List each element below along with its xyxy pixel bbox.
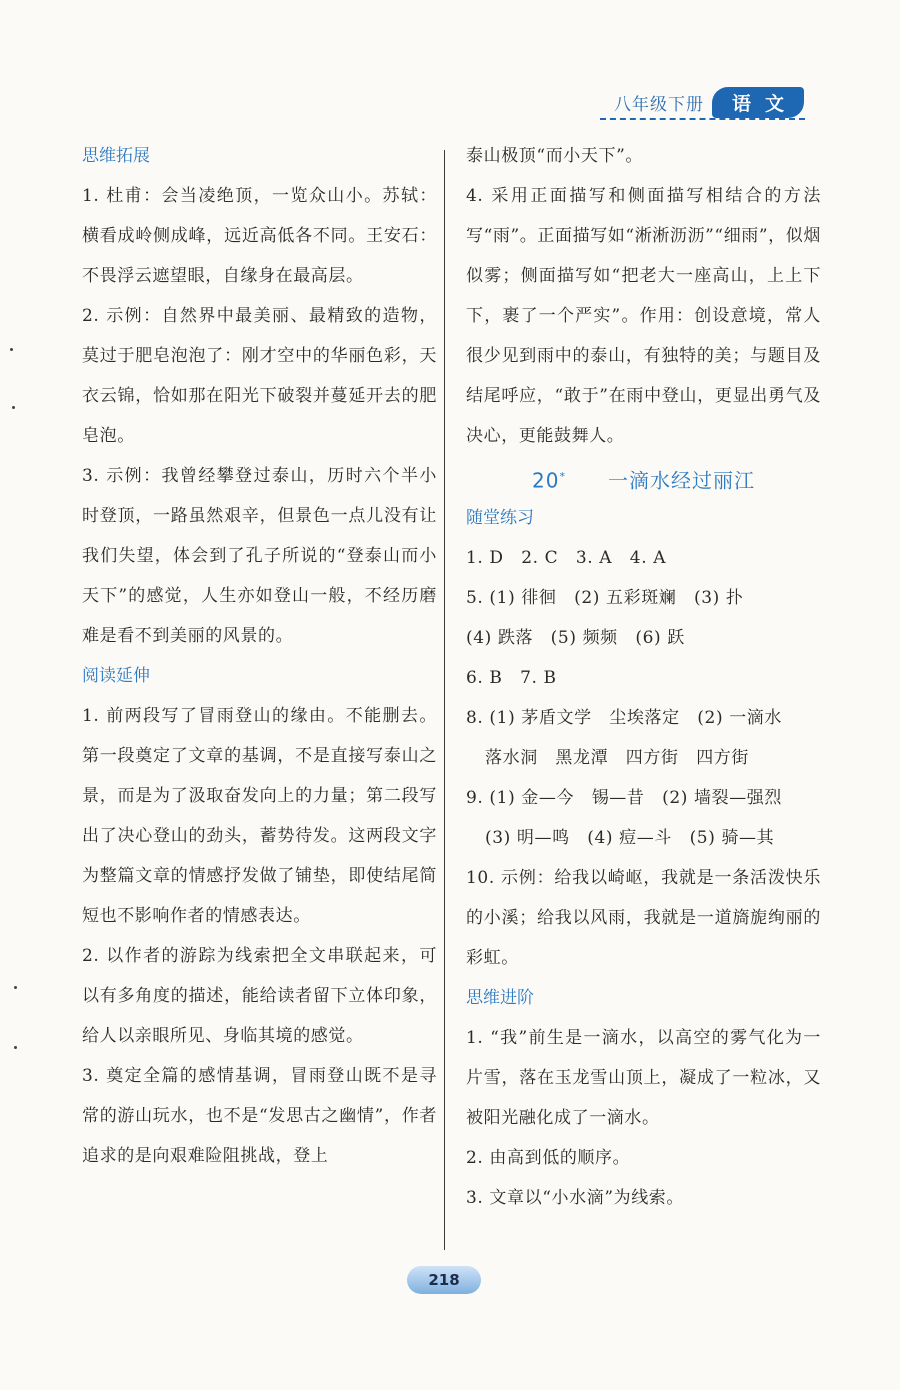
answer-text: 4. 采用正面描写和侧面描写相结合的方法写“雨”。正面描写如“淅淅沥沥”“细雨”，似烟似雾；侧面描写如“把老大一座高山，上上下下，裹了一个严实”。作用：创设意境，常人很少见到雨中的泰山，有独特的美；与题目及结尾呼应，“敢于”在雨中登山，更显出勇气及决心，更能鼓舞人。: [466, 186, 821, 446]
column-divider: [444, 150, 445, 1250]
answer-text: 5. (1) 徘徊 (2) 五彩斑斓 (3) 扑: [466, 588, 744, 608]
answer-text: 2. 由高到低的顺序。: [466, 1148, 631, 1168]
section-heading: 思维进阶: [466, 988, 534, 1008]
answer-text: 1. 杜甫：会当凌绝顶，一览众山小。苏轼：横看成岭侧成峰，远近高低各不同。王安石：不畏浮云遮望眼，自缘身在最高层。: [82, 186, 437, 286]
section-heading: 阅读延伸: [82, 666, 150, 686]
left-column: [82, 136, 437, 1176]
answer-text: 2. 以作者的游踪为线索把全文串联起来，可以有多角度的描述，能给读者留下立体印象，给人以亲眼所见、身临其境的感觉。: [82, 946, 437, 1046]
section-heading: 随堂练习: [466, 508, 534, 528]
answer-text: 1. D 2. C 3. A 4. A: [466, 548, 667, 568]
answer-text: (4) 跌落 (5) 频频 (6) 跃: [466, 628, 685, 648]
answer-text: 1. “我”前生是一滴水，以高空的雾气化为一片雪，落在玉龙雪山顶上，凝成了一粒冰，又被阳光融化成了一滴水。: [466, 1028, 821, 1128]
lesson-title: [466, 456, 821, 498]
answer-text: 落水洞 黑龙潭 四方街 四方街: [485, 748, 749, 768]
subject-badge: 语文: [712, 87, 804, 118]
margin-dot: [10, 348, 13, 351]
answer-text: 6. B 7. B: [466, 668, 557, 688]
answer-text: 3. 奠定全篇的感情基调，冒雨登山既不是寻常的游山玩水，也不是“发思古之幽情”，作者追求的是向艰难险阻挑战，登上: [82, 1066, 437, 1166]
answer-text: 8. (1) 茅盾文学 尘埃落定 (2) 一滴水: [466, 708, 782, 728]
answer-text: (3) 明—鸣 (4) 痘—斗 (5) 骑—其: [485, 828, 775, 848]
lesson-number: 20: [532, 468, 560, 493]
lesson-name: 一滴水经过丽江: [607, 468, 755, 493]
answer-text: 1. 前两段写了冒雨登山的缘由。不能删去。第一段奠定了文章的基调，不是直接写泰山之景，而是为了汲取奋发向上的力量；第二段写出了决心登山的劲头，蓄势待发。这两段文字为整篇文章的情感抒发做了铺垫，即使结尾简短也不影响作者的情感表达。: [82, 706, 437, 926]
grade-label: 八年级下册: [613, 94, 704, 115]
answer-text: 3. 示例：我曾经攀登过泰山，历时六个半小时登顶，一路虽然艰辛，但景色一点儿没有让我们失望，体会到了孔子所说的“登泰山而小天下”的感觉，人生亦如登山一般，不经历磨难是看不到美丽的风景的。: [82, 466, 437, 646]
page-header: [614, 84, 804, 120]
margin-dot: [14, 1046, 17, 1049]
answer-text: 3. 文章以“小水滴”为线索。: [466, 1188, 685, 1208]
margin-dot: [14, 986, 17, 989]
answer-text: 2. 示例：自然界中最美丽、最精致的造物，莫过于肥皂泡泡了：刚才空中的华丽色彩，天衣云锦，恰如那在阳光下破裂并蔓延开去的肥皂泡。: [82, 306, 437, 446]
answer-text: 10. 示例：给我以崎岖，我就是一条活泼快乐的小溪；给我以风雨，我就是一道旖旎绚丽的彩虹。: [466, 868, 821, 968]
answer-text: 泰山极顶“而小天下”。: [466, 146, 643, 166]
right-column: [466, 136, 821, 1218]
margin-dot: [12, 406, 15, 409]
header-rule: [600, 118, 805, 120]
page-number: 218: [407, 1266, 481, 1294]
answer-text: 9. (1) 金—今 锡—昔 (2) 墙裂—强烈: [466, 788, 782, 808]
section-heading: 思维拓展: [82, 146, 150, 166]
lesson-mark: *: [559, 470, 566, 483]
